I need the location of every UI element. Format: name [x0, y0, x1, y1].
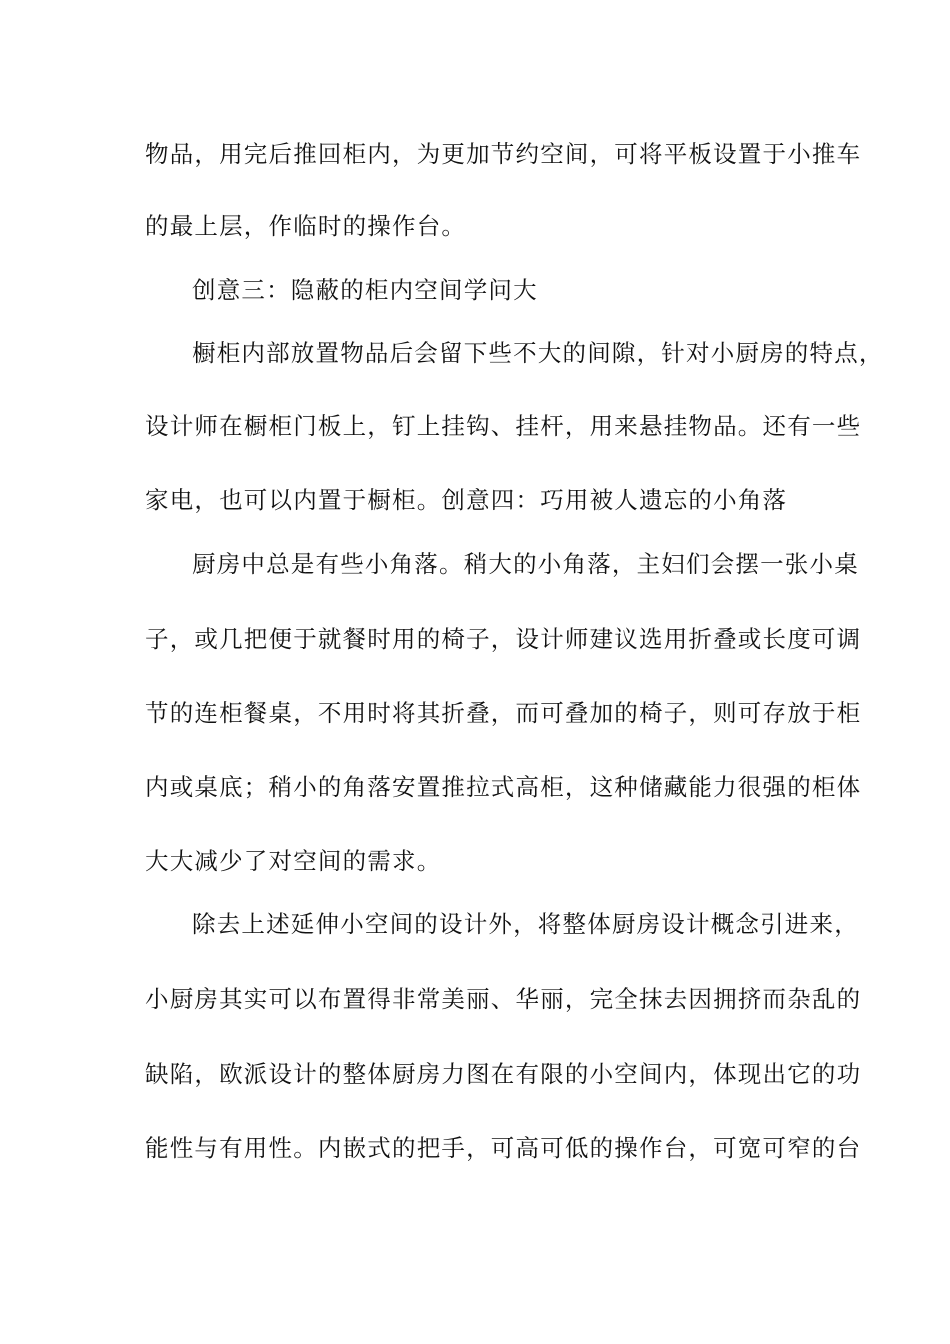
text-line: 的最上层，作临时的操作台。 [145, 212, 467, 240]
text-line: 节的连柜餐桌，不用时将其折叠，而可叠加的椅子，则可存放于柜 [145, 699, 862, 727]
text-line: 家电，也可以内置于橱柜。创意四：巧用被人遗忘的小角落 [145, 486, 788, 514]
text-line: 橱柜内部放置物品后会留下些不大的间隙，针对小厨房的特点， [192, 339, 884, 367]
text-line: 能性与有用性。内嵌式的把手，可高可低的操作台，可宽可窄的台 [145, 1134, 862, 1162]
text-line: 大大减少了对空间的需求。 [145, 847, 442, 875]
text-line: 物品，用完后推回柜内，为更加节约空间，可将平板设置于小推车 [145, 140, 862, 168]
text-line: 除去上述延伸小空间的设计外，将整体厨房设计概念引进来， [192, 910, 859, 938]
text-line: 子，或几把便于就餐时用的椅子，设计师建议选用折叠或长度可调 [145, 625, 862, 653]
text-line: 内或桌底；稍小的角落安置推拉式高柜，这种储藏能力很强的柜体 [145, 773, 862, 801]
section-heading: 创意三：隐蔽的柜内空间学问大 [192, 276, 538, 304]
text-line: 厨房中总是有些小角落。稍大的小角落，主妇们会摆一张小桌 [192, 550, 859, 578]
text-line: 设计师在橱柜门板上，钉上挂钩、挂杆，用来悬挂物品。还有一些 [145, 412, 862, 440]
text-line: 小厨房其实可以布置得非常美丽、华丽，完全抹去因拥挤而杂乱的 [145, 985, 862, 1013]
text-line: 缺陷，欧派设计的整体厨房力图在有限的小空间内，体现出它的功 [145, 1060, 862, 1088]
